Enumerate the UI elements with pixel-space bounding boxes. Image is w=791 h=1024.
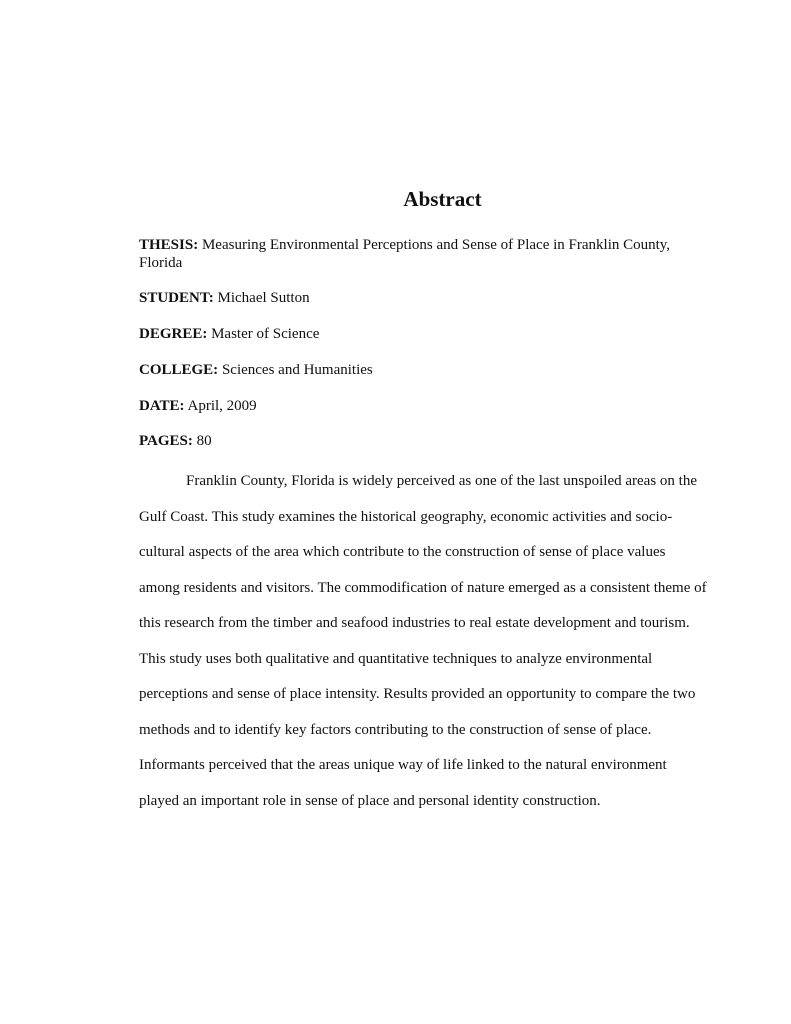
- date-field: [139, 397, 709, 415]
- thesis-field: [139, 236, 709, 272]
- degree-field: [139, 325, 709, 343]
- college-field: [139, 361, 709, 379]
- student-field: [139, 289, 709, 307]
- student-value: Michael Sutton: [217, 290, 310, 306]
- thesis-label: THESIS:: [139, 237, 199, 253]
- thesis-value: Measuring Environmental Perceptions and Sense of Place in Franklin County, Florida: [139, 237, 671, 271]
- degree-label: DEGREE:: [139, 326, 208, 342]
- page-title: Abstract: [403, 187, 482, 211]
- abstract-paragraph: Franklin County, Florida is widely perceived as one of the last unspoiled areas on the Gulf Coast. This study examines the historical geography, economic activities and socio-cultural aspects of the area which contribute to the construction of sense of place values among residents and visitors. The commodification of nature emerged as a consistent theme of this research from the timber and seafood industries to real estate development and tourism. This study uses both qualitative and quantitative techniques to analyze environmental perceptions and sense of place intensity. Results provided an opportunity to compare the two methods and to identify key factors contributing to the construction of sense of place. Informants perceived that the areas unique way of life linked to the natural environment played an important role in sense of place and personal identity construction.: [139, 473, 707, 809]
- pages-label: PAGES:: [139, 433, 193, 449]
- college-value: Sciences and Humanities: [221, 362, 373, 378]
- pages-value: 80: [196, 433, 212, 449]
- college-label: COLLEGE:: [139, 362, 219, 378]
- degree-value: Master of Science: [211, 326, 320, 342]
- pages-field: [139, 432, 709, 450]
- date-label: DATE:: [139, 398, 185, 414]
- date-value: April, 2009: [187, 398, 257, 414]
- student-label: STUDENT:: [139, 290, 214, 306]
